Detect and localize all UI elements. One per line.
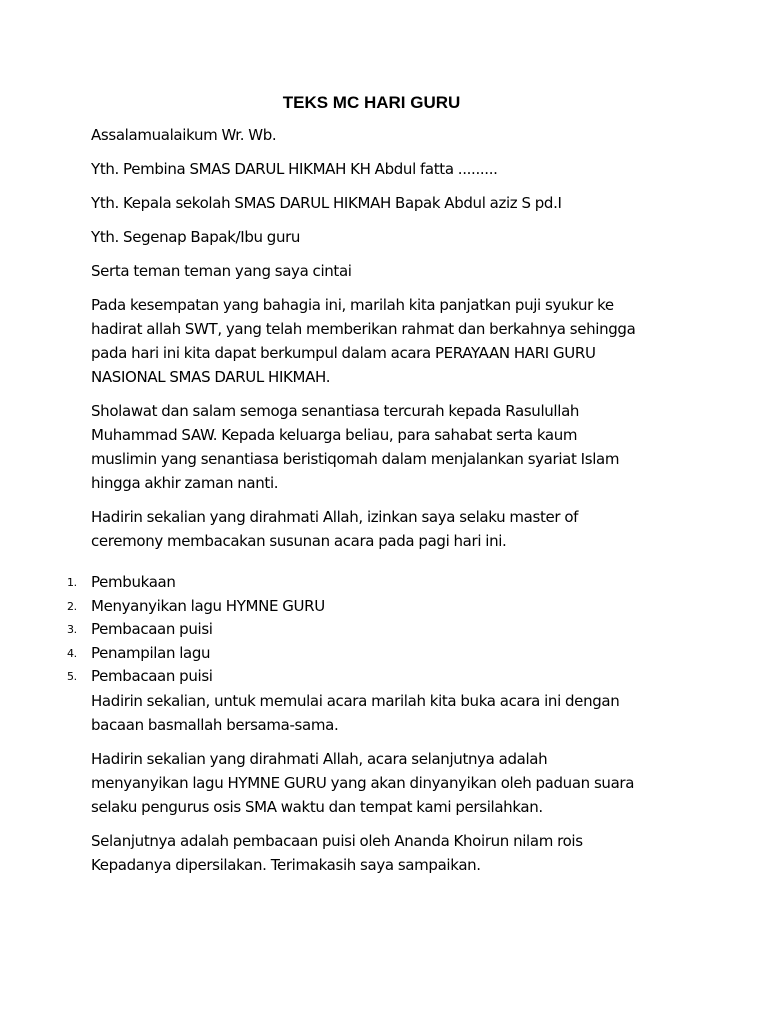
text-line: Hadirin sekalian yang dirahmati Allah, izinkan saya selaku master of xyxy=(91,508,579,526)
agenda-number: 4. xyxy=(67,646,77,660)
agenda-text: Pembacaan puisi xyxy=(91,667,213,685)
agenda-item xyxy=(67,595,691,619)
text-line: Selanjutnya adalah pembacaan puisi oleh Ananda Khoirun nilam rois xyxy=(91,831,583,850)
agenda-number: 1. xyxy=(67,576,77,589)
greeting-line: Yth. Kepala sekolah SMAS DARUL HIKMAH Bapak Abdul aziz S pd.I xyxy=(91,194,562,212)
document-title: TEKS MC HARI GURU xyxy=(282,93,461,112)
text-line: bacaan basmallah bersama-sama. xyxy=(91,715,339,734)
text-line: hadirat allah SWT, yang telah memberikan rahmat dan berkahnya sehingga xyxy=(91,320,636,338)
greeting-line: Assalamualaikum Wr. Wb. xyxy=(91,126,277,144)
agenda-text: Pembukaan xyxy=(91,573,176,591)
paragraph-puisi xyxy=(91,829,691,877)
text-line: muslimin yang senantiasa beristiqomah dalam menjalankan syariat Islam xyxy=(91,450,620,468)
agenda-item xyxy=(67,642,691,666)
agenda-item xyxy=(67,665,691,689)
agenda-number: 3. xyxy=(67,623,77,636)
text-line: menyanyikan lagu HYMNE GURU yang akan dinyanyikan oleh paduan suara xyxy=(91,773,635,792)
text-line: ceremony membacakan susunan acara pada pagi hari ini. xyxy=(91,532,507,550)
greeting-line: Yth. Segenap Bapak/Ibu guru xyxy=(91,228,301,246)
paragraph-hymne xyxy=(91,747,691,819)
paragraph-basmallah xyxy=(91,689,691,737)
agenda-item xyxy=(67,618,691,642)
text-line: pada hari ini kita dapat berkumpul dalam acara PERAYAAN HARI GURU xyxy=(91,344,596,362)
agenda-text: Penampilan lagu xyxy=(91,643,211,662)
agenda-list xyxy=(67,571,691,689)
document-body xyxy=(67,123,691,887)
paragraph-sholawat xyxy=(91,399,691,495)
text-line: Hadirin sekalian yang dirahmati Allah, acara selanjutnya adalah xyxy=(91,749,548,768)
agenda-number: 5. xyxy=(67,670,77,683)
paragraph-opening xyxy=(91,293,691,389)
text-line: hingga akhir zaman nanti. xyxy=(91,474,279,492)
agenda-text: Pembacaan puisi xyxy=(91,620,213,638)
greeting-line: Serta teman teman yang saya cintai xyxy=(91,262,352,280)
text-line: Sholawat dan salam semoga senantiasa tercurah kepada Rasulullah xyxy=(91,402,580,420)
text-line: Muhammad SAW. Kepada keluarga beliau, para sahabat serta kaum xyxy=(91,426,578,444)
text-line: Hadirin sekalian, untuk memulai acara marilah kita buka acara ini dengan xyxy=(91,691,620,710)
text-line: NASIONAL SMAS DARUL HIKMAH. xyxy=(91,368,331,386)
agenda-item xyxy=(67,571,691,595)
text-line: selaku pengurus osis SMA waktu dan tempat kami persilahkan. xyxy=(91,797,543,816)
text-line: Pada kesempatan yang bahagia ini, marilah kita panjatkan puji syukur ke xyxy=(91,296,614,314)
greeting-line: Yth. Pembina SMAS DARUL HIKMAH KH Abdul fatta ......... xyxy=(91,160,498,178)
text-line: Kepadanya dipersilakan. Terimakasih saya sampaikan. xyxy=(91,855,481,874)
agenda-text: Menyanyikan lagu HYMNE GURU xyxy=(91,596,325,615)
agenda-number: 2. xyxy=(67,599,77,613)
paragraph-intro-agenda xyxy=(91,505,691,553)
